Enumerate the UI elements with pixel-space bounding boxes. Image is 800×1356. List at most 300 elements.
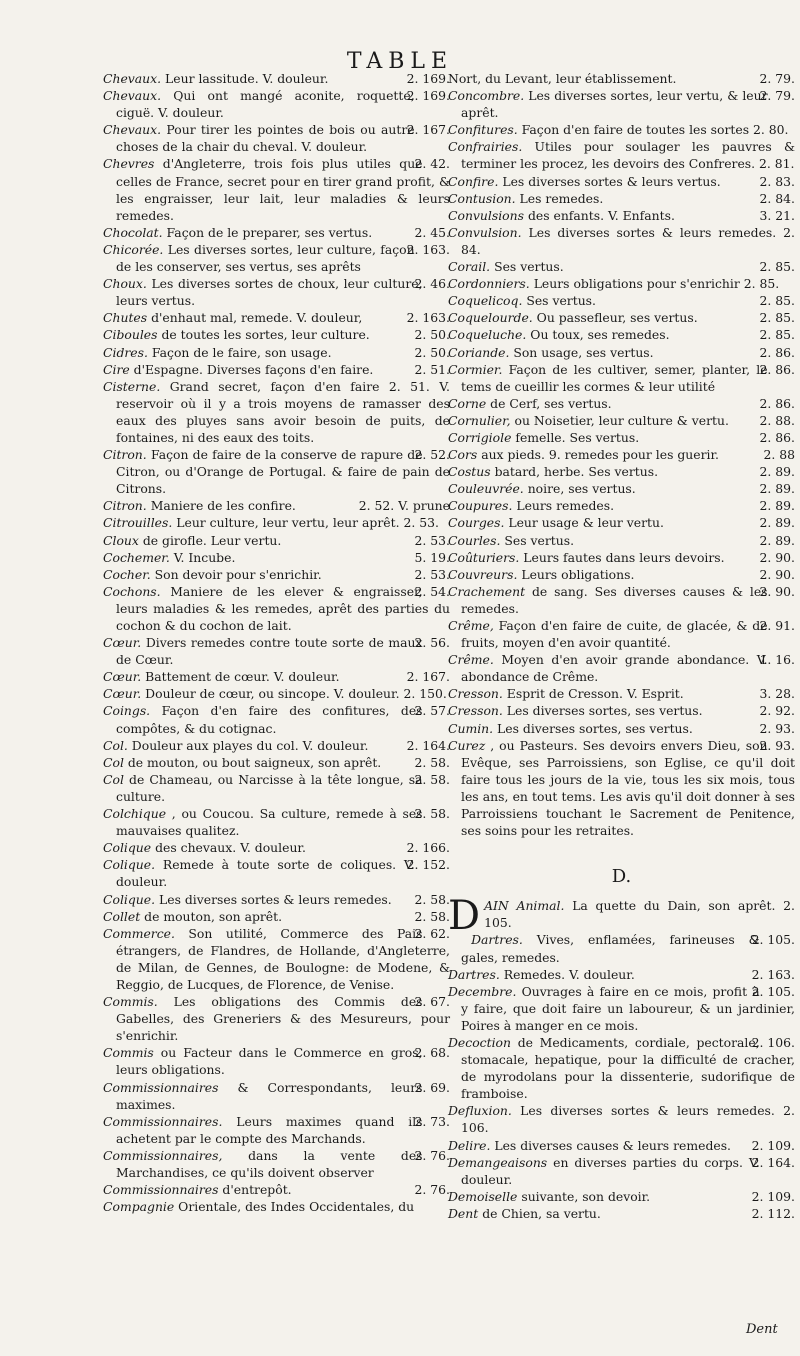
entry-headword: Cidres. xyxy=(103,344,148,360)
entry-headword: Choux. xyxy=(103,276,147,292)
page-reference: 2. 56. xyxy=(414,635,450,651)
page-reference: 2. 57. xyxy=(414,703,450,719)
entry-text: de toutes les sortes, leur culture. xyxy=(161,327,370,343)
entry-text: Son devoir pour s'enrichir. xyxy=(154,566,322,582)
left-column xyxy=(103,70,450,1215)
index-entry xyxy=(103,514,450,531)
entry-text: noire, ses vertus. xyxy=(527,481,636,497)
index-entry xyxy=(448,1154,795,1188)
entry-text: Douleur aux playes du col. V. douleur. xyxy=(131,737,369,753)
index-entry xyxy=(103,925,450,993)
entry-headword: Col xyxy=(103,754,124,770)
index-entry xyxy=(103,856,450,890)
entry-text: Les diverses causes & leurs remedes. xyxy=(494,1137,732,1153)
entry-headword: Corail. xyxy=(448,259,491,275)
entry-text: Les diverses sortes, leur vertu, & leur aprêt. xyxy=(461,88,768,121)
index-entry xyxy=(103,583,450,634)
index-entry xyxy=(448,931,795,965)
entry-headword: Concombre. xyxy=(448,88,525,104)
entry-headword: Coqueluche. xyxy=(448,327,527,343)
index-entry xyxy=(448,549,795,566)
entry-headword: Commis. xyxy=(103,994,158,1010)
entry-text: Leurs obligations. xyxy=(521,566,635,582)
entry-headword: Defluxion. xyxy=(448,1103,512,1119)
page-reference: 2. 67. xyxy=(414,994,450,1010)
entry-headword: Demangeaisons xyxy=(448,1154,548,1170)
page-reference: 2. 52. xyxy=(414,447,450,463)
entry-headword: Cordonniers. xyxy=(448,276,530,292)
page-reference: 2. 79. xyxy=(759,71,795,86)
entry-headword: Confire. xyxy=(448,173,499,189)
index-entry xyxy=(448,121,795,138)
index-entry xyxy=(448,309,795,326)
entry-text: Nort, du Levant, leur établissement. xyxy=(448,71,677,86)
page-reference: 2. 88 xyxy=(763,447,795,463)
entry-headword: Chicorée. xyxy=(103,241,164,257)
page-reference: 2. 105. xyxy=(751,932,795,948)
page-reference: 2. 163. xyxy=(406,241,450,257)
entry-text: Douleur de cœur, ou sincope. V. douleur. 2. 150. xyxy=(145,686,447,702)
entry-headword: Collet xyxy=(103,908,141,924)
entry-headword: Colique xyxy=(103,840,152,856)
index-entry xyxy=(448,463,795,480)
entry-text: Leurs obligations pour s'enrichir 2. 85. xyxy=(533,276,780,292)
entry-text: Divers remedes contre toute sorte de maux de Cœur. xyxy=(116,635,423,668)
page-reference: 2. 58. xyxy=(414,908,450,924)
page-reference: 2. 68. xyxy=(414,1045,450,1061)
page-reference: 2. 54. xyxy=(414,583,450,599)
catchword: Dent xyxy=(746,1322,778,1337)
entry-text: , ou Coucou. Sa culture, remede à ses mauvaises qualitez. xyxy=(116,806,423,839)
entry-headword: Curez xyxy=(448,737,486,753)
entry-text: femelle. Ses vertus. xyxy=(515,429,640,445)
entry-headword: Coûturiers. xyxy=(448,549,520,565)
entry-text: Moyen d'en avoir grande abondance. V. abondance de Crême. xyxy=(461,652,768,685)
index-entry xyxy=(103,754,450,771)
page-title: TABLE xyxy=(346,49,454,74)
index-entry xyxy=(103,155,450,223)
entry-headword: Chevaux. xyxy=(103,122,162,138)
index-entry xyxy=(103,908,450,925)
page-reference: 2. 86. xyxy=(759,344,795,360)
index-entry xyxy=(103,344,450,361)
entry-text: d'Espagne. Diverses façons d'en faire. xyxy=(133,361,374,377)
index-entry xyxy=(103,1198,450,1215)
entry-headword: Corne xyxy=(448,395,487,411)
index-entry xyxy=(103,685,450,702)
entry-text: Façon d'en faire de cuite, de glacée, & de fruits, moyen d'en avoir quantité. xyxy=(461,618,768,651)
entry-headword: Dartres. xyxy=(471,932,523,948)
entry-text: Ou toux, ses remedes. xyxy=(530,327,670,343)
entry-text: Pour tirer les pointes de bois ou autre choses de la chair du cheval. V. douleur. xyxy=(116,122,415,155)
page-reference: 2. 152. xyxy=(406,857,450,873)
entry-text: Leur lassitude. V. douleur. xyxy=(165,71,329,86)
entry-headword: Cochemer. xyxy=(103,549,170,565)
entry-text: batard, herbe. Ses vertus. xyxy=(494,464,659,480)
index-entry xyxy=(448,344,795,361)
index-entry xyxy=(448,983,795,1034)
entry-text: Façon d'en faire de toutes les sortes 2. 80. xyxy=(521,122,789,138)
page-reference: 2. 69. xyxy=(414,1079,450,1095)
page-reference: 2. 58. xyxy=(414,754,450,770)
entry-text: Maniere de les elever & engraisser, leurs maladies & les remedes, aprêt des parties du cochon & du cochon de lait. xyxy=(116,583,450,633)
entry-text: Façon d'en faire des confitures, des compôtes, & du cotignac. xyxy=(116,703,423,736)
entry-headword: Chocolat. xyxy=(103,224,163,240)
entry-headword: Couleuvrée. xyxy=(448,481,524,497)
entry-headword: Citron. xyxy=(103,498,147,514)
entry-headword: Couvreurs. xyxy=(448,566,518,582)
entry-text: Son utilité, Commerce des Pais étrangers, de Flandres, de Hollande, d'Angleterre, de Milan, de Gennes, de Boulogne: de Modene, & Reggio, de Lucques, de Florence, de Venise. xyxy=(116,925,450,992)
index-entry xyxy=(448,395,795,412)
entry-headword: Dent xyxy=(448,1205,479,1221)
entry-headword: Citron. xyxy=(103,447,147,463)
entry-text: en diverses parties du corps. V. douleur. xyxy=(461,1154,760,1187)
entry-text: Les diverses sortes, ses vertus. xyxy=(506,703,703,719)
page-reference: 2. 109. xyxy=(751,1137,795,1153)
entry-headword: Coquelourde. xyxy=(448,310,533,326)
entry-headword: Cocher. xyxy=(103,566,151,582)
d-entries xyxy=(448,931,795,1222)
entry-text: Leurs fautes dans leurs devoirs. xyxy=(523,549,725,565)
page-reference: 2. 50. xyxy=(414,327,450,343)
index-entry xyxy=(448,87,795,121)
entry-headword: Crême, xyxy=(448,618,494,633)
index-entry xyxy=(448,966,795,983)
index-entry xyxy=(448,70,795,87)
entry-text: des enfants. V. Enfants. xyxy=(527,207,675,223)
index-entry xyxy=(448,190,795,207)
index-entry xyxy=(448,583,795,617)
entry-text: Leur usage & leur vertu. xyxy=(508,515,664,531)
entry-headword: Confitures. xyxy=(448,122,518,138)
index-entry xyxy=(103,771,450,805)
entry-text: Les diverses sortes & leurs vertus. xyxy=(502,173,721,189)
entry-text: de Chameau, ou Narcisse à la tête longue, sa culture. xyxy=(116,771,423,804)
entry-text: de mouton, son aprêt. xyxy=(144,908,283,924)
page-reference: 3. 28. xyxy=(759,686,795,702)
entry-headword: Ciboules xyxy=(103,327,158,343)
index-entry xyxy=(448,429,795,446)
index-entry xyxy=(448,173,795,190)
entry-headword: Cresson. xyxy=(448,686,503,702)
entry-text: aux pieds. 9. remedes pour les guerir. xyxy=(481,447,719,463)
index-entry xyxy=(448,1137,795,1154)
index-entry xyxy=(103,1079,450,1113)
page-reference: 2. 91. xyxy=(759,618,795,633)
index-entry xyxy=(103,737,450,754)
index-entry xyxy=(103,549,450,566)
page-reference: 2. 76. xyxy=(414,1147,450,1163)
index-entry xyxy=(448,566,795,583)
index-entry xyxy=(103,275,450,309)
entry-headword: Col. xyxy=(103,737,128,753)
entry-text: Leurs maximes quand ils achetent par le compte des Marchands. xyxy=(116,1113,423,1146)
index-entry xyxy=(448,497,795,514)
index-entry xyxy=(448,326,795,343)
entry-headword: Colique. xyxy=(103,891,156,907)
entry-headword: Commissionnaires xyxy=(103,1079,219,1095)
entry-text: de Cerf, ses vertus. xyxy=(490,395,612,411)
entry-headword: Crachement xyxy=(448,583,526,599)
entry-headword: Cornulier, xyxy=(448,412,511,428)
entry-text: Ouvrages à faire en ce mois, profit à y faire, que doit faire un laboureur, & un jardinier, Poires à manger en ce mois. xyxy=(461,983,795,1033)
index-entry xyxy=(448,1205,795,1222)
page-reference: 2. 167. xyxy=(406,122,450,138)
entry-headword: Colchique xyxy=(103,806,167,822)
entry-text: Les diverses sortes & leurs remedes. 2. 84. xyxy=(461,224,795,257)
page-reference: 2. 92. xyxy=(759,703,795,719)
index-entry xyxy=(103,805,450,839)
entry-text: Les obligations des Commis des Gabelles, des Greneriers & des Mesureurs, pour s'enrichir. xyxy=(116,994,450,1044)
entry-headword: Cresson. xyxy=(448,703,503,719)
entry-text: Les remedes. xyxy=(519,190,604,206)
index-entry xyxy=(448,617,795,651)
page-reference: 2. 86. xyxy=(759,361,795,377)
entry-text: de Medicaments, cordiale, pectorale, stomacale, hepatique, pour la difficulté de cracher, de myrodolans pour la dissenterie, sudorifique de framboise. xyxy=(461,1034,795,1102)
page-reference: 2. 58. xyxy=(414,891,450,907)
entry-headword: Chevaux. xyxy=(103,88,162,104)
page-reference: 2. 90. xyxy=(759,583,795,599)
entry-text: Utiles pour soulager les pauvres & terminer les procez, les devoirs des Confreres. 2. 81. xyxy=(461,139,795,172)
index-entry xyxy=(103,839,450,856)
page-reference: 2. 84. xyxy=(759,190,795,206)
right-column xyxy=(448,70,795,1222)
page-reference: 2. 164. xyxy=(751,1154,795,1170)
entry-text: Esprit de Cresson. V. Esprit. xyxy=(506,686,684,702)
index-entry xyxy=(448,737,795,840)
page-reference: 2. 76. xyxy=(414,1182,450,1198)
entry-headword: Cœur. xyxy=(103,686,142,702)
page-reference: 2. 62. xyxy=(414,925,450,941)
entry-headword: Cors xyxy=(448,447,478,463)
page-reference: 2. 58. xyxy=(414,771,450,787)
page-reference: 2. 169. xyxy=(406,71,450,86)
index-entry xyxy=(448,480,795,497)
index-entry xyxy=(448,446,795,463)
entry-headword: Cochons. xyxy=(103,583,161,599)
entry-text: Ou passefleur, ses vertus. xyxy=(536,310,698,326)
entry-headword: Decoction xyxy=(448,1034,511,1050)
entry-headword: Commerce. xyxy=(103,925,175,941)
page-reference: 2. 85. xyxy=(759,310,795,326)
index-entry xyxy=(103,361,450,378)
index-entry xyxy=(103,1147,450,1181)
page-reference: 2. 167. xyxy=(406,669,450,685)
page-reference: 2. 53. xyxy=(414,566,450,582)
entry-text: Grand secret, façon d'en faire 2. 51. V. reservoir où il y a trois moyens de ramasser des eaux des pluyes sans avoir besoin de puits, de fontaines, ni des eaux des toits. xyxy=(116,378,450,445)
entry-headword: Coupures. xyxy=(448,498,513,514)
page-reference: 2. 105. xyxy=(751,983,795,999)
drop-cap: D xyxy=(448,893,481,940)
entry-text: Qui ont mangé aconite, roquette, ciguë. V. douleur. xyxy=(116,88,415,121)
index-entry xyxy=(103,70,450,87)
index-entry xyxy=(448,685,795,702)
entry-text: Remede à toute sorte de coliques. V. douleur. xyxy=(116,857,415,890)
entry-headword: Cœur. xyxy=(103,635,142,651)
entry-headword: Compagnie xyxy=(103,1199,175,1215)
entry-text: Façon de les cultiver, semer, planter, le tems de cueillir les cormes & leur utilité xyxy=(461,361,768,394)
index-entry xyxy=(448,514,795,531)
index-entry xyxy=(448,1188,795,1205)
page-reference: 2. 46. xyxy=(414,276,450,292)
index-entry xyxy=(103,121,450,155)
index-entry xyxy=(448,207,795,224)
page-reference: 2. 52. V. prune xyxy=(358,498,450,514)
entry-text: de Chien, sa vertu. xyxy=(482,1205,601,1221)
entry-headword: Courles. xyxy=(448,532,501,548)
entry-headword: Colique. xyxy=(103,857,156,873)
page-reference: 2. 89. xyxy=(759,532,795,548)
page-reference: 2. 90. xyxy=(759,549,795,565)
page-reference: 2. 85. xyxy=(759,293,795,309)
index-entry xyxy=(448,412,795,429)
page-reference: 2. 163. xyxy=(406,310,450,326)
page-reference: 2. 83. xyxy=(759,173,795,189)
page-reference: 2. 106. xyxy=(751,1034,795,1050)
index-entry xyxy=(103,702,450,736)
entry-headword: Courges. xyxy=(448,515,505,531)
page-reference: 1. 16. xyxy=(759,652,795,668)
entry-text: Façon de le preparer, ses vertus. xyxy=(166,224,373,240)
entry-headword: Citrouilles. xyxy=(103,515,173,531)
entry-text: d'enhaut mal, remede. V. douleur, xyxy=(151,310,363,326)
entry-text: Ses vertus. xyxy=(494,259,564,275)
page-reference: 2. 169. xyxy=(406,88,450,104)
entry-headword: Commissionnaires, xyxy=(103,1147,223,1163)
entry-text: Ses vertus. xyxy=(526,293,596,309)
index-entry xyxy=(448,138,795,172)
page-reference: 2. 88. xyxy=(759,412,795,428)
index-entry xyxy=(448,275,795,292)
page-reference: 2. 90. xyxy=(759,566,795,582)
entry-headword: Cisterne. xyxy=(103,378,161,394)
page-reference: 2. 89. xyxy=(759,515,795,531)
index-entry xyxy=(448,258,795,275)
entry-text: d'Angleterre, trois fois plus utiles que celles de France, secret pour en tirer grand profit, & les engraisser, leur lait, leur maladies & leurs remedes. xyxy=(116,156,450,223)
entry-text: de mouton, ou bout saigneux, son aprêt. xyxy=(127,754,382,770)
index-entry xyxy=(103,326,450,343)
page-reference: 2. 85. xyxy=(759,327,795,343)
right-entries xyxy=(448,70,795,839)
index-entry xyxy=(103,497,450,514)
entry-headword: Corrigiole xyxy=(448,429,512,445)
index-entry xyxy=(103,566,450,583)
page-reference: 2. 89. xyxy=(759,481,795,497)
entry-headword: Costus xyxy=(448,464,491,480)
page-reference: 2. 163. xyxy=(751,966,795,982)
entry-text: Vives, enflamées, farineuses & gales, remedes. xyxy=(461,932,760,965)
entry-headword: Cire xyxy=(103,361,130,377)
page-reference: 2. 93. xyxy=(759,737,795,753)
page-reference: 2. 89. xyxy=(759,464,795,480)
index-entry xyxy=(103,224,450,241)
entry-headword: Cormier. xyxy=(448,361,503,377)
entry-headword: Chutes xyxy=(103,310,148,326)
entry-text: Les diverses sortes & leurs remedes. 2. 106. xyxy=(461,1103,795,1136)
entry-headword: Col xyxy=(103,771,124,787)
entry-text: ou Noisetier, leur culture & vertu. xyxy=(514,412,729,428)
entry-text: & Correspondants, leurs maximes. xyxy=(116,1079,423,1112)
entry-headword: Commissionnaires. xyxy=(103,1113,223,1129)
entry-text: Battement de cœur. V. douleur. xyxy=(145,669,340,685)
entry-headword: Delire. xyxy=(448,1137,491,1153)
index-entry xyxy=(448,702,795,719)
entry-headword: Confrairies. xyxy=(448,139,523,155)
index-entry xyxy=(103,668,450,685)
page-reference: 2. 73. xyxy=(414,1113,450,1129)
entry-text: Ses vertus. xyxy=(504,532,575,548)
entry-text: de sang. Ses diverses causes & les remedes. xyxy=(461,583,768,616)
entry-text: ou Facteur dans le Commerce en gros, leurs obligations. xyxy=(116,1045,423,1078)
entry-headword: Chevres xyxy=(103,156,155,172)
page-reference: 2. 53. xyxy=(414,532,450,548)
page-reference: 2. 166. xyxy=(406,840,450,856)
index-entry xyxy=(103,309,450,326)
page-reference: 2. 112. xyxy=(751,1205,795,1221)
entry-text: Remedes. V. douleur. xyxy=(503,966,635,982)
page-reference: 2. 79. xyxy=(759,88,795,104)
index-entry xyxy=(103,1181,450,1198)
entry-headword: Cloux xyxy=(103,532,139,548)
entry-headword: Decembre. xyxy=(448,983,517,999)
entry-text: La quette du Dain, son aprêt. 2. 105. xyxy=(484,898,795,931)
entry-headword: Dartres. xyxy=(448,966,500,982)
section-letter: D. xyxy=(611,866,632,888)
page-reference: 2. 86. xyxy=(759,429,795,445)
index-entry xyxy=(103,241,450,275)
entry-headword: Cœur. xyxy=(103,669,142,685)
entry-headword: Demoiselle xyxy=(448,1188,518,1204)
entry-text: , ou Pasteurs. Ses devoirs envers Dieu, son Evêque, ses Parroissiens, son Eglise, ce qu'il doit faire tous les jours de la vie, tous les six mois, tous les ans, en tout tems. Les avis qu'il doit donner à ses Parroissiens touchant le Sacrement de Penitence, ses soins pour les retraites. xyxy=(461,737,795,839)
entry-text: Les diverses sortes, leur culture, façon de les conserver, ses vertus, ses aprêts xyxy=(116,241,415,275)
entry-text: Leurs remedes. xyxy=(516,498,615,514)
entry-text: Les diverses sortes & leurs remedes. xyxy=(159,891,392,907)
page-reference: 2. 86. xyxy=(759,395,795,411)
page-reference: 2. 45. xyxy=(414,224,450,240)
index-entry xyxy=(103,378,450,446)
entry-text: suivante, son devoir. xyxy=(521,1188,651,1204)
entry-headword: Commis xyxy=(103,1045,154,1061)
index-entry xyxy=(448,1102,795,1136)
index-entry xyxy=(103,891,450,908)
entry-headword: Crême. xyxy=(448,652,494,668)
entry-text: Les diverses sortes, ses vertus. xyxy=(497,720,693,736)
index-entry xyxy=(103,87,450,121)
page-reference: 3. 21. xyxy=(759,207,795,223)
index-entry xyxy=(448,720,795,737)
entry-headword: Cumin. xyxy=(448,720,494,736)
page-reference: 2. 50. xyxy=(414,344,450,360)
entry-text: de girofle. Leur vertu. xyxy=(142,532,282,548)
entry-text: Façon de le faire, son usage. xyxy=(151,344,332,360)
entry-headword: Convulsion. xyxy=(448,224,522,240)
page-reference: 2. 58. xyxy=(414,806,450,822)
page-reference: 2. 85. xyxy=(759,259,795,275)
entry-text: dans la vente des Marchandises, ce qu'ils doivent observer xyxy=(116,1147,423,1180)
entry-headword: Coriande. xyxy=(448,344,510,360)
index-entry xyxy=(448,224,795,258)
page-reference: 2. 93. xyxy=(759,720,795,736)
index-entry xyxy=(448,651,795,685)
entry-text: Orientale, des Indes Occidentales, du xyxy=(178,1199,415,1215)
entry-headword: Coquelicoq. xyxy=(448,293,523,309)
entry-text: Façon de faire de la conserve de rapure de Citron, ou d'Orange de Portugal. & faire de pain de Citrons. xyxy=(116,447,450,497)
page-reference: 5. 19. xyxy=(414,549,450,565)
index-entry xyxy=(103,1113,450,1147)
index-entry xyxy=(103,446,450,497)
index-entry xyxy=(103,1044,450,1078)
index-entry xyxy=(103,634,450,668)
